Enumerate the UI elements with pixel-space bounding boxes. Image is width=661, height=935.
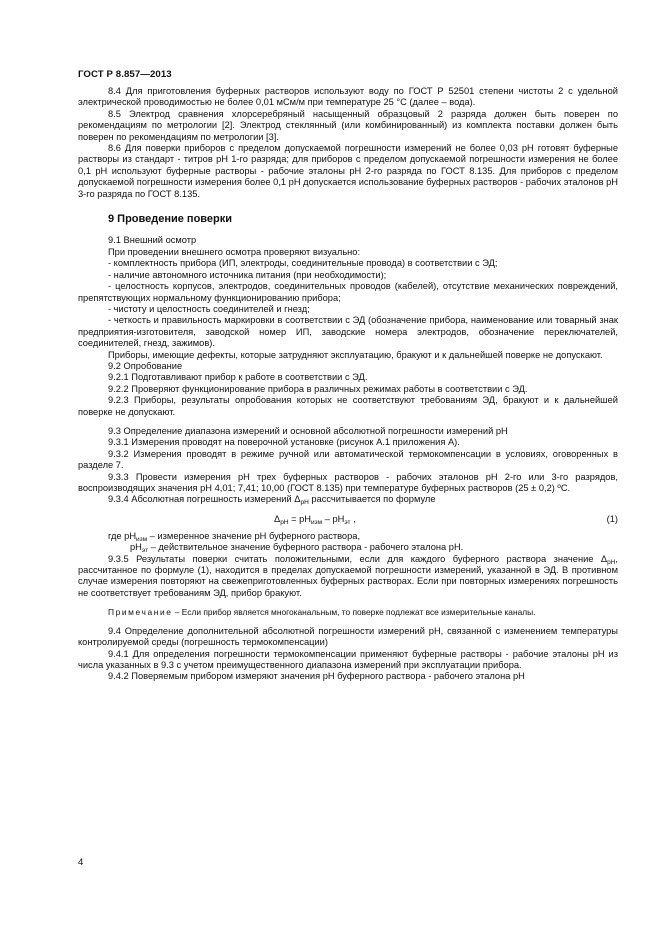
- paragraph-9-3-4: 9.3.4 Абсолютная погрешность измерений $\Delta_{pH}$ рассчитывается по формуле: [108, 494, 436, 507]
- formula-1: [78, 512, 618, 527]
- paragraph-9-4-2: 9.4.2 Поверяемым прибором измеряют значения pH буферного раствора - рабочего эталона pH: [108, 671, 525, 682]
- formula-number: (1): [606, 513, 618, 524]
- list-item: - наличие автономного источника питания (при необходимости);: [108, 269, 387, 280]
- paragraph-9-2-1: 9.2.1 Подготавливают прибор к работе в соответствии с ЭД.: [108, 372, 368, 383]
- list-item: - целостность корпусов, электродов, соединительных проводов (кабелей), отсутствие механических повреждений, препятствующих нормальному функционированию прибора;: [78, 281, 618, 303]
- paragraph-9-2: 9.2 Опробование: [108, 360, 183, 371]
- paragraph-9-1: 9.1 Внешний осмотр: [108, 235, 197, 246]
- note-label: Примечание: [108, 607, 173, 618]
- paragraph-9-3-2: 9.3.2 Измерения проводят в режиме ручной или автоматической термокомпенсации в условиях, оговоренных в разделе 7.: [78, 448, 618, 471]
- paragraph-9-4: 9.4 Определение дополнительной абсолютной погрешности измерений pH, связанной с изменением температуры контролируемой среды (погрешность термокомпенсации): [78, 625, 618, 648]
- section-9-heading: 9 Проведение поверки: [108, 213, 233, 226]
- document-page: [78, 0, 618, 935]
- list-item: - четкость и правильность маркировки в соответствии с ЭД (обозначение прибора, наименование или товарный знак предприятия-изготовителя, заводской номер ИП, заводские номера электродов, обозначение переключателей, соединителей, гнезд, зажимов).: [78, 315, 618, 349]
- paragraph-9-3-5: 9.3.5 Результаты поверки считать положительными, если для каждого буферного раствора значение $\Delta_{pH}$, рассчитанное по формуле (1), находится в пределах допускаемой погрешности измерений, указанной в ЭД. В противном случае измерения повторяют на свежеприготовленных буферных растворах. Если при повторных измерениях погрешность не соответствует требованиям ЭД, прибор бракуют.: [78, 553, 618, 598]
- paragraph-9-4-1: 9.4.1 Для определения погрешности термокомпенсации применяют буферные растворы - рабочие эталоны pH из числа указанных в 9.3 с учетом преимущественного диапазона измерений при эксплуатации прибора.: [78, 648, 618, 670]
- paragraph-9-1-intro: При проведении внешнего осмотра проверяют визуально:: [108, 246, 361, 257]
- paragraph-9-3-1: 9.3.1 Измерения проводят на поверочной установке (рисунок А.1 приложения А).: [108, 437, 460, 448]
- paragraph-9-1-end: Приборы, имеющие дефекты, которые затрудняют эксплуатацию, бракуют и к дальнейшей поверке не допускают.: [108, 349, 603, 360]
- paragraph-8-5: 8.5 Электрод сравнения хлорсеребряный насыщенный образцовый 2 разряда должен быть поверен по рекомендациям по метрологии [2]. Электрод стеклянный (или комбинированный) из комплекта поставки должен быть поверен по рекомендациям по метрологии [3].: [78, 108, 618, 142]
- note: Примечание – Если прибор является многоканальным, то поверке подлежат все измерительные каналы.: [108, 607, 536, 618]
- list-item: - чистоту и целостность соединителей и гнезд;: [108, 303, 310, 314]
- paragraph-8-6: 8.6 Для поверки приборов с пределом допускаемой погрешности измерений не более 0,03 pH готовят буферные растворы из стандарт - титров pH 1-го разряда; для приборов с пределом допускаемой погрешности измерения не более 0,1 pH используют буферные растворы - рабочие эталоны pH 2-го разряда по ГОСТ 8.135. Для приборов с пределом допускаемой погрешности измерения более 0,1 pH допускается использование буферных растворов - рабочих эталонов pH 3-го разряда по ГОСТ 8.135.: [78, 143, 618, 199]
- list-item: - комплектность прибора (ИП, электроды, соединительные провода) в соответствии с ЭД;: [108, 258, 498, 269]
- paragraph-9-3: 9.3 Определение диапазона измерений и основной абсолютной погрешности измерений pH: [108, 425, 508, 436]
- formula-where-2: $pH_{эт}$ – действительное значение буферного раствора - рабочего эталона pH.: [130, 542, 464, 555]
- paragraph-8-4: 8.4 Для приготовления буферных растворов используют воду по ГОСТ Р 52501 степени чистоты 2 с удельной электрической проводимостью не более 0,01 мСм/м при температуре 25 °С (далее – вода).: [78, 86, 618, 108]
- paragraph-9-2-2: 9.2.2 Проверяют функционирование прибора в различных режимах работы в соответствии с ЭД.: [108, 383, 528, 394]
- formula-where-1: где $pH_{изм}$ – измеренное значение pH буферного раствора,: [108, 530, 361, 543]
- formula-expression: $\Delta_{pH} = pH_{изм} - pH_{эт}$ ,: [274, 513, 356, 526]
- page-number: 4: [78, 857, 84, 868]
- document-body: [78, 86, 618, 683]
- paragraph-9-3-3: 9.3.3 Провести измерения pH трех буферных растворов - рабочих эталонов pH 2-го или 3-го разрядов, воспроизводящих значения pH 4,01; 7,41; 10,00 (ГОСТ 8.135) при температуре буферных растворов (25 ± 0,2) ºС.: [78, 471, 618, 493]
- paragraph-9-2-3: 9.2.3 Приборы, результаты опробования которых не соответствуют требованиям ЭД, бракуют и к дальнейшей поверке не допускают.: [78, 395, 618, 417]
- page-header-doc-id: ГОСТ Р 8.857—2013: [78, 69, 172, 80]
